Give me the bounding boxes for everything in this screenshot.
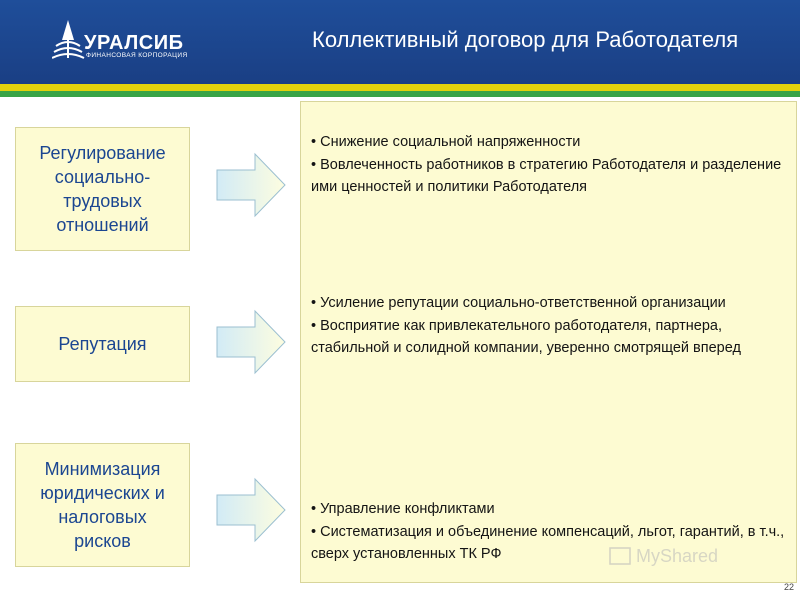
watermark-logo xyxy=(608,542,768,572)
left-box-label: Минимизация юридических и налоговых рисков xyxy=(40,459,165,551)
bullet-item: • Усиление репутации социально-ответственной организации xyxy=(311,292,786,314)
bullet-item: • Восприятие как привлекательного работодателя, партнера, стабильной и солидной компании, уверенно смотрящей вперед xyxy=(311,315,786,359)
page-number: 22 xyxy=(783,582,794,592)
left-box-label: Регулирование социально-трудовых отношений xyxy=(39,143,166,235)
right-arrow-icon xyxy=(215,152,287,218)
left-box-regulation xyxy=(15,127,190,251)
logo-subtitle: ФИНАНСОВАЯ КОРПОРАЦИЯ xyxy=(86,52,188,59)
left-box-label: Репутация xyxy=(58,334,147,354)
bullet-item: • Снижение социальной напряженности xyxy=(311,131,786,153)
right-arrow-icon xyxy=(215,477,287,543)
header-bar xyxy=(0,0,800,84)
right-arrow-icon xyxy=(215,309,287,375)
page-title: Коллективный договор для Работодателя xyxy=(312,27,739,52)
bullet-item: • Вовлеченность работников в стратегию Работодателя и разделение ими ценностей и политики Работодателя xyxy=(311,154,786,198)
bullet-group-reputation xyxy=(311,292,786,360)
bullet-item: • Систематизация и объединение компенсаций, льгот, гарантий, в т.ч., сверх установленных ТК РФ xyxy=(311,521,786,565)
bullet-item: • Управление конфликтами xyxy=(311,498,786,520)
stripe-yellow xyxy=(0,84,800,91)
left-box-reputation xyxy=(15,306,190,382)
bullet-group-regulation xyxy=(311,131,786,199)
benefits-panel xyxy=(300,101,797,583)
logo-name: УРАЛСИБ xyxy=(84,32,184,54)
stripe-green xyxy=(0,91,800,97)
watermark-text: MyShared xyxy=(636,546,719,566)
left-box-risks xyxy=(15,443,190,567)
